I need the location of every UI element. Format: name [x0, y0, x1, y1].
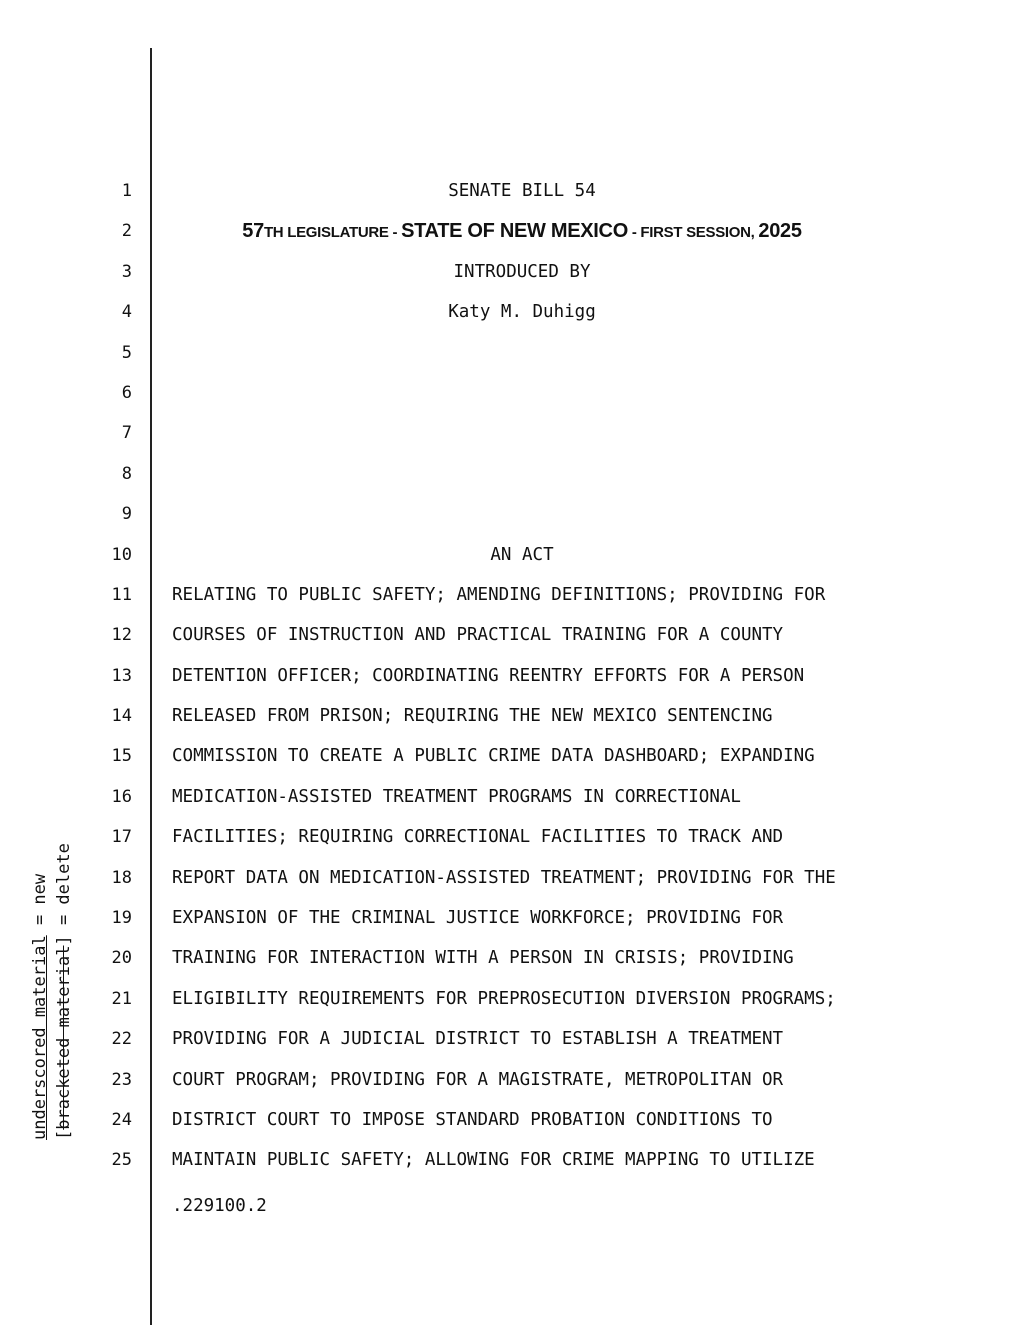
bill-title: SENATE BILL 54 [448, 181, 596, 201]
body-line: COURSES OF INSTRUCTION AND PRACTICAL TRAINING FOR A COUNTY [172, 625, 784, 646]
legend-underscored-text: underscored material [30, 935, 50, 1140]
line-number: 7 [121, 423, 132, 444]
line-number: 11 [111, 584, 132, 605]
body-line: RELATING TO PUBLIC SAFETY; AMENDING DEFINITIONS; PROVIDING FOR [172, 584, 826, 605]
margin-rule [150, 48, 152, 1325]
legend-open-bracket: [ [54, 1129, 74, 1140]
blank-line [172, 494, 992, 534]
line-number: 9 [121, 504, 132, 525]
line-number: 12 [111, 625, 132, 646]
legislature-sep: - [388, 224, 402, 242]
line-number: 18 [111, 867, 132, 888]
amendment-legend [28, 800, 76, 1140]
legend-new-rest: = new [30, 873, 50, 936]
line-number: 14 [111, 706, 132, 727]
line-number: 6 [121, 382, 132, 403]
body-line: RELEASED FROM PRISON; REQUIRING THE NEW MEXICO SENTENCING [172, 706, 773, 727]
line-number: 13 [111, 665, 132, 686]
line-number: 8 [121, 463, 132, 484]
legislature-state: STATE OF NEW MEXICO [401, 220, 628, 243]
line-number: 20 [111, 948, 132, 969]
body-line: MAINTAIN PUBLIC SAFETY; ALLOWING FOR CRIME MAPPING TO UTILIZE [172, 1150, 815, 1171]
introduced-by-label: INTRODUCED BY [453, 261, 591, 282]
sponsor-name: Katy M. Duhigg [448, 302, 596, 323]
body-line: EXPANSION OF THE CRIMINAL JUSTICE WORKFORCE; PROVIDING FOR [172, 908, 784, 929]
body-line: TRAINING FOR INTERACTION WITH A PERSON IN CRISIS; PROVIDING [172, 948, 794, 969]
line-number: 5 [121, 342, 132, 363]
legislature-session: - FIRST SESSION, [627, 224, 759, 242]
body-line: PROVIDING FOR A JUDICIAL DISTRICT TO ESTABLISH A TREATMENT [172, 1029, 784, 1050]
line-number: 19 [111, 908, 132, 929]
line-number: 21 [111, 988, 132, 1009]
act-heading: AN ACT [490, 544, 554, 565]
legislature-year: 2025 [758, 220, 802, 243]
line-number: 4 [121, 302, 132, 323]
legislature-ordinal: TH LEGISLATURE [263, 224, 389, 242]
line-number: 22 [111, 1029, 132, 1050]
legend-delete [52, 800, 76, 1140]
blank-line [172, 454, 992, 494]
document-code: .229100.2 [172, 1196, 267, 1216]
body-line: FACILITIES; REQUIRING CORRECTIONAL FACILITIES TO TRACK AND [172, 827, 784, 848]
blank-line [172, 333, 992, 373]
bill-text [172, 171, 992, 1181]
body-line: MEDICATION-ASSISTED TREATMENT PROGRAMS IN CORRECTIONAL [172, 786, 741, 807]
body-line: COMMISSION TO CREATE A PUBLIC CRIME DATA DASHBOARD; EXPANDING [172, 746, 815, 767]
body-line: COURT PROGRAM; PROVIDING FOR A MAGISTRATE, METROPOLITAN OR [172, 1069, 784, 1090]
legislature-heading [172, 211, 872, 251]
line-number: 16 [111, 786, 132, 807]
line-number: 2 [121, 221, 132, 242]
body-line: DETENTION OFFICER; COORDINATING REENTRY EFFORTS FOR A PERSON [172, 665, 805, 686]
body-line: ELIGIBILITY REQUIREMENTS FOR PREPROSECUTION DIVERSION PROGRAMS; [172, 988, 836, 1009]
line-number: 10 [111, 544, 132, 565]
line-number: 17 [111, 827, 132, 848]
line-number: 3 [121, 261, 132, 282]
line-number: 23 [111, 1069, 132, 1090]
line-numbers [92, 171, 132, 1181]
line-number: 25 [111, 1150, 132, 1171]
line-number: 24 [111, 1109, 132, 1130]
legend-delete-rest: ] = delete [54, 843, 74, 946]
line-number: 1 [121, 181, 132, 201]
line-number: 15 [111, 746, 132, 767]
body-line: DISTRICT COURT TO IMPOSE STANDARD PROBATION CONDITIONS TO [172, 1109, 773, 1130]
legislature-number: 57 [242, 220, 264, 243]
legend-bracketed-text: bracketed material [54, 945, 74, 1130]
blank-line [172, 373, 992, 413]
blank-line [172, 413, 992, 453]
body-line: REPORT DATA ON MEDICATION-ASSISTED TREATMENT; PROVIDING FOR THE [172, 867, 836, 888]
legend-new [28, 800, 52, 1140]
